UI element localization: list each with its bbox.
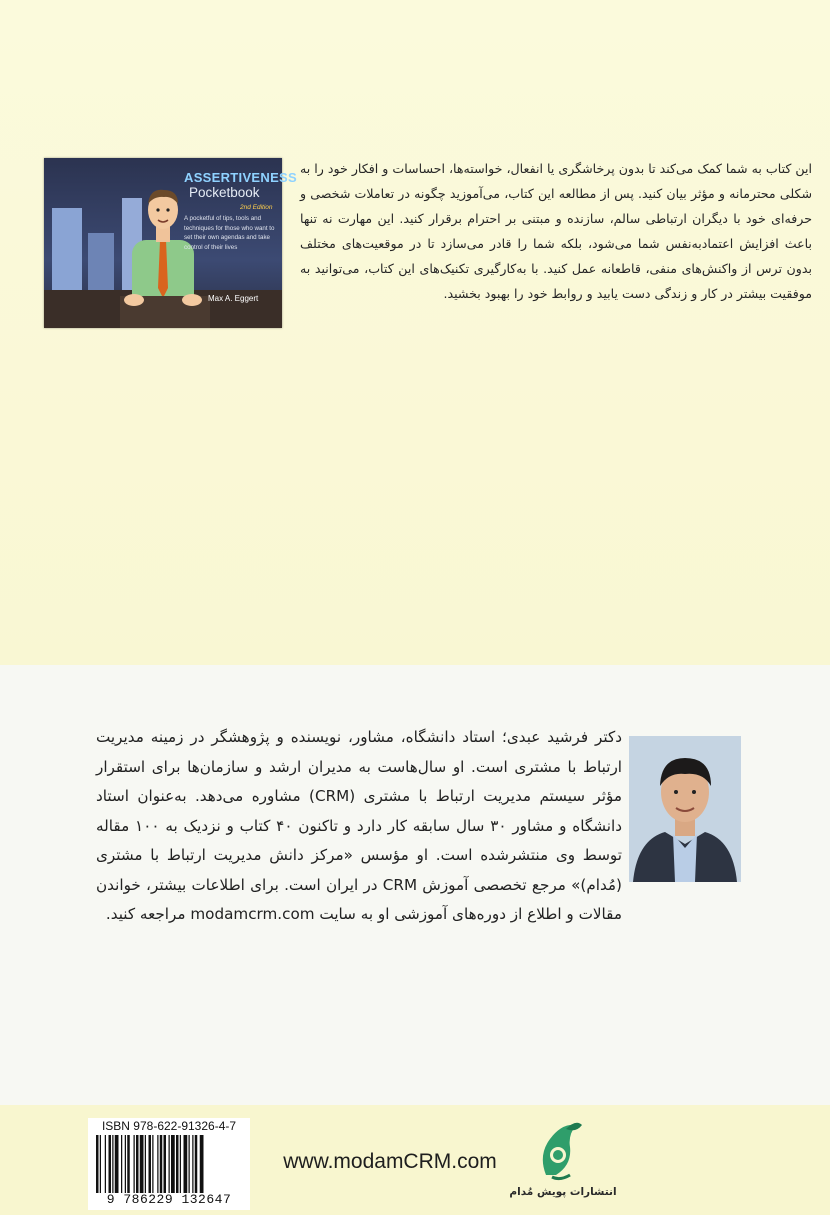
website-url: www.modamCRM.com xyxy=(283,1150,497,1173)
barcode-bar xyxy=(121,1135,122,1193)
barcode-bar xyxy=(109,1135,112,1193)
author-portrait-icon xyxy=(629,736,741,882)
book-cover-thumbnail xyxy=(44,158,297,328)
cover-author: Max A. Eggert xyxy=(208,294,259,303)
barcode-bar xyxy=(169,1135,170,1193)
barcode-bar xyxy=(180,1135,181,1193)
isbn-label: ISBN 978-622-91326-4-7 xyxy=(101,1119,237,1133)
barcode-icon xyxy=(94,1135,244,1193)
barcode-bar xyxy=(105,1135,106,1193)
publisher-logo-icon xyxy=(536,1115,586,1183)
barcode-bar xyxy=(140,1135,144,1193)
barcode-bar xyxy=(145,1135,146,1193)
barcode-bar xyxy=(96,1135,99,1193)
barcode-bar xyxy=(164,1135,167,1193)
barcode-bar xyxy=(100,1135,101,1193)
barcode-bar xyxy=(176,1135,179,1193)
author-photo xyxy=(629,736,741,882)
barcode-bar xyxy=(134,1135,135,1193)
barcode-bar xyxy=(160,1135,163,1193)
barcode-bar xyxy=(200,1135,204,1193)
cover-blurb: A pocketful of tips, tools and techniques for those who want to set their own agendas and take control of their lives xyxy=(184,215,275,251)
barcode-bar xyxy=(127,1135,130,1193)
barcode-bar xyxy=(149,1135,152,1193)
barcode-bar xyxy=(171,1135,175,1193)
cover-title: ASSERTIVENESS xyxy=(184,170,297,185)
isbn-digits: 9 786229 132647 xyxy=(106,1192,232,1207)
cover-subtitle: Pocketbook xyxy=(189,185,260,200)
barcode-bar xyxy=(184,1135,188,1193)
isbn-barcode-block xyxy=(88,1118,250,1210)
barcode-bar xyxy=(115,1135,119,1193)
barcode-bar xyxy=(112,1135,113,1193)
book-description: این کتاب به شما کمک می‌کند تا بدون پرخاشگری یا انفعال، خواسته‌ها، احساسات و افکار خود را به شکلی محترمانه و مؤثر بیان کنید. پس از مطالعه این کتاب، می‌آموزید چگونه در تعاملات شخصی و حرفه‌ای خود با دیگران ارتباطی سالم، سازنده و مبتنی بر احترام برقرار کنید. این مهارت نه تنها باعث افزایش اعتمادبه‌نفس شما می‌شود، بلکه شما را قادر می‌سازد تا در موقعیت‌های مختلف بدون ترس از واکنش‌های منفی، قاطعانه عمل کنید. با به‌کارگیری تکنیک‌های این کتاب، می‌توانید به موفقیت بیشتر در کار و زندگی دست یابید و روابط خود را بهبود بخشید. xyxy=(300,161,812,301)
cover-edition: 2nd Edition xyxy=(240,204,273,211)
barcode-bar xyxy=(189,1135,190,1193)
barcode-bar xyxy=(125,1135,126,1193)
author-biography: دکتر فرشید عبدی؛ استاد دانشگاه، مشاور، نویسنده و پژوهشگر در زمینه مدیریت ارتباط با مشتری است. او سال‌هاست به مدیران ارشد و سازمان‌ها برای استقرار مؤثر سیستم مدیریت ارتباط با مشتری (CRM) مشاوره می‌دهد. به‌عنوان استاد دانشگاه و مشاور ۳۰ سال سابقه کار دارد و تاکنون ۴۰ کتاب و نزدیک به ۱۰۰ مقاله توسط وی منتشرشده است. او مؤسس «مرکز دانش مدیریت ارتباط با مشتری (مُدام)» مرجع تخصصی آموزش CRM در ایران است. برای اطلاعات بیشتر، خواندن مقالات و اطلاع از دوره‌های آموزشی او به سایت modamcrm.com مراجعه کنید. xyxy=(96,728,622,923)
barcode-bar xyxy=(195,1135,198,1193)
barcode-bar xyxy=(136,1135,139,1193)
barcode-bar xyxy=(192,1135,193,1193)
barcode-bar xyxy=(152,1135,153,1193)
publisher-name: انتشارات پویش مُدام xyxy=(509,1186,617,1198)
cover-man-illustration xyxy=(120,178,210,328)
barcode-bar xyxy=(157,1135,158,1193)
